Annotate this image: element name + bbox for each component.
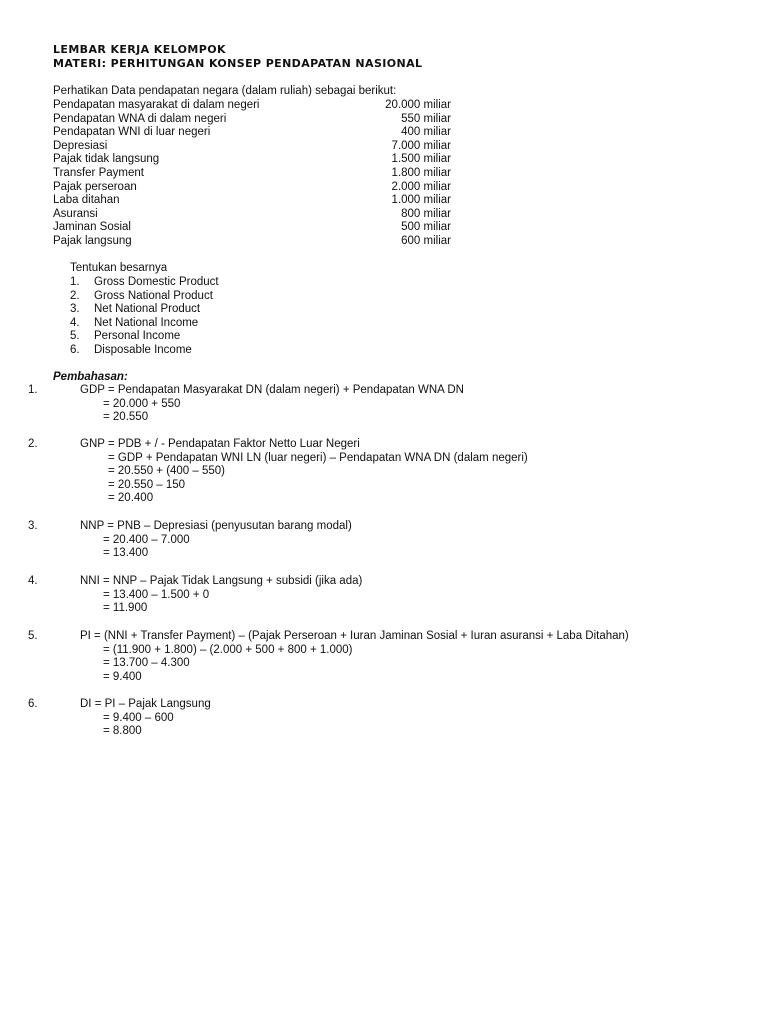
data-value: 2.000 miliar <box>391 180 451 193</box>
data-value: 400 miliar <box>401 126 451 139</box>
solution-step: = 8.800 <box>103 725 142 738</box>
solution-number: 6. <box>28 698 38 710</box>
data-row <box>53 153 453 167</box>
income-data-table <box>53 99 453 249</box>
solution-step: = 13.400 <box>103 547 149 560</box>
list-text: Disposable Income <box>94 343 192 356</box>
data-value: 800 miliar <box>401 207 451 220</box>
solution-formula: PI = (NNI + Transfer Payment) – (Pajak Perseroan + Iuran Jaminan Sosial + Iuran asuransi + Laba Ditahan) <box>80 630 629 642</box>
list-text: Net National Income <box>94 316 199 329</box>
data-row <box>53 181 453 195</box>
data-value: 7.000 miliar <box>391 139 451 152</box>
data-label: Pendapatan WNA di dalam negeri <box>53 112 227 125</box>
list-text: Gross Domestic Product <box>94 276 219 288</box>
solution-block-nnp <box>28 520 748 561</box>
data-label: Laba ditahan <box>53 194 120 207</box>
solution-formula: GNP = PDB + / - Pendapatan Faktor Netto Luar Negeri <box>80 438 360 450</box>
data-row <box>53 99 453 113</box>
solution-step: = 13.400 – 1.500 + 0 <box>103 588 210 601</box>
solution-block-gdp <box>28 384 748 425</box>
solution-step: = 20.550 – 150 <box>108 478 186 491</box>
solution-block-pi <box>28 630 748 684</box>
data-label: Pendapatan masyarakat di dalam negeri <box>53 99 260 111</box>
data-row <box>53 140 453 154</box>
solution-number: 5. <box>28 630 38 642</box>
solution-formula: NNP = PNB – Depresiasi (penyusutan barang modal) <box>80 520 352 532</box>
solution-block-gnp <box>28 438 748 506</box>
list-number: 3. <box>70 303 80 316</box>
data-row <box>53 194 453 208</box>
solution-step: = 11.900 <box>103 602 148 615</box>
data-label: Depresiasi <box>53 139 108 152</box>
data-value: 600 miliar <box>401 234 451 247</box>
data-label: Asuransi <box>53 207 98 220</box>
data-value: 500 miliar <box>401 221 451 234</box>
data-row <box>53 126 453 140</box>
worksheet-title: LEMBAR KERJA KELOMPOK <box>53 43 226 56</box>
data-intro: Perhatikan Data pendapatan negara (dalam ruliah) sebagai berikut: <box>53 85 397 97</box>
list-text: Personal Income <box>94 330 181 343</box>
solution-block-nni <box>28 575 748 616</box>
data-label: Pajak perseroan <box>53 180 137 193</box>
solution-step: = 20.400 <box>108 492 154 505</box>
solution-step: = (11.900 + 1.800) – (2.000 + 500 + 800 + 1.000) <box>103 643 353 656</box>
solution-step: = 20.400 – 7.000 <box>103 533 190 546</box>
data-value: 1.000 miliar <box>391 194 451 207</box>
solution-step: = 13.700 – 4.300 <box>103 657 190 670</box>
data-value: 550 miliar <box>401 112 451 125</box>
data-label: Transfer Payment <box>53 166 144 179</box>
solution-block-di <box>28 698 748 739</box>
solution-step: = 9.400 – 600 <box>103 711 174 724</box>
data-value: 1.500 miliar <box>391 153 451 166</box>
solution-step: = 20.550 <box>103 411 149 424</box>
solution-formula: NNI = NNP – Pajak Tidak Langsung + subsidi (jika ada) <box>80 575 363 587</box>
list-text: Net National Product <box>94 303 201 316</box>
solution-formula: GDP = Pendapatan Masyarakat DN (dalam negeri) + Pendapatan WNA DN <box>80 384 464 396</box>
worksheet-subtitle: MATERI: PERHITUNGAN KONSEP PENDAPATAN NASIONAL <box>53 57 423 70</box>
list-number: 1. <box>70 276 80 288</box>
data-value: 20.000 miliar <box>385 99 451 111</box>
solution-number: 1. <box>28 384 38 396</box>
task-intro: Tentukan besarnya <box>70 262 168 274</box>
pembahasan-heading: Pembahasan: <box>53 371 128 383</box>
list-number: 2. <box>70 289 80 302</box>
solution-number: 3. <box>28 520 38 532</box>
data-label: Pendapatan WNI di luar negeri <box>53 126 211 139</box>
solution-number: 2. <box>28 438 38 450</box>
data-label: Pajak tidak langsung <box>53 153 160 166</box>
list-number: 4. <box>70 316 80 329</box>
data-row <box>53 113 453 127</box>
solution-step: = 20.550 + (400 – 550) <box>108 465 226 478</box>
solution-step: = 20.000 + 550 <box>103 397 181 410</box>
list-number: 5. <box>70 330 80 343</box>
solution-step: = GDP + Pendapatan WNI LN (luar negeri) – Pendapatan WNA DN (dalam negeri) <box>108 451 528 464</box>
data-row <box>53 235 453 249</box>
solution-formula: DI = PI – Pajak Langsung <box>80 698 211 710</box>
data-row <box>53 167 453 181</box>
solution-step: = 9.400 <box>103 670 142 683</box>
data-label: Pajak langsung <box>53 234 132 247</box>
list-number: 6. <box>70 343 80 356</box>
data-label: Jaminan Sosial <box>53 221 131 234</box>
data-row <box>53 208 453 222</box>
solution-number: 4. <box>28 575 38 587</box>
list-text: Gross National Product <box>94 289 213 302</box>
data-value: 1.800 miliar <box>391 166 451 179</box>
data-row <box>53 221 453 235</box>
